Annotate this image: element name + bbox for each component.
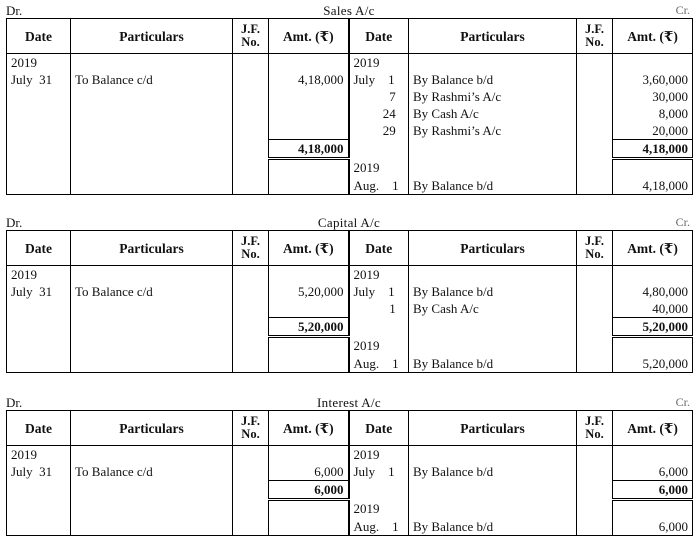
cr-jf-header [577, 411, 613, 446]
cr-jf-header [577, 231, 613, 266]
dr-date-cell [7, 105, 71, 122]
dr-amount-cell [269, 88, 349, 105]
ledger-row [7, 355, 693, 373]
dr-amount-cell [269, 300, 349, 318]
dr-particulars-cell [71, 337, 233, 356]
dr-date-cell [7, 88, 71, 105]
cr-particulars-cell [409, 54, 577, 72]
cr-jf-cell [577, 266, 613, 284]
dr-particulars-cell [71, 300, 233, 318]
cr-particulars-header: Particulars [409, 231, 577, 266]
dr-particulars-cell [71, 481, 233, 500]
dr-amount-cell: 5,20,000 [269, 283, 349, 300]
total-row [7, 140, 693, 159]
cr-amount-cell: 6,000 [613, 463, 693, 481]
cr-jf-cell [577, 500, 613, 519]
cr-amount-cell: 3,60,000 [613, 71, 693, 88]
jf-line1: J.F. [241, 234, 260, 248]
dr-particulars-cell [71, 159, 233, 178]
cr-jf-cell [577, 105, 613, 122]
cr-particulars-cell: By Balance b/d [409, 71, 577, 88]
cr-particulars-header: Particulars [409, 19, 577, 54]
dr-particulars-cell [71, 446, 233, 464]
account-title: Interest A/c [317, 395, 381, 410]
dr-jf-cell [233, 300, 269, 318]
dr-date-cell: 2019 [7, 266, 71, 284]
ledger-header [6, 394, 692, 410]
cr-amount-cell [613, 54, 693, 72]
dr-particulars-cell [71, 318, 233, 337]
dr-date-cell: 2019 [7, 54, 71, 72]
ledger-header [6, 214, 692, 230]
cr-jf-cell [577, 283, 613, 300]
cr-jf-cell [577, 481, 613, 500]
account-title: Sales A/c [323, 3, 375, 18]
dr-date-cell [7, 140, 71, 159]
cr-label: Cr. [675, 395, 690, 409]
cr-date-cell: Aug. 1 [349, 355, 409, 373]
jf-line2: No. [241, 35, 260, 49]
cr-date-header: Date [349, 19, 409, 54]
cr-jf-header [577, 19, 613, 54]
dr-date-header: Date [7, 231, 71, 266]
ledger-row [7, 177, 693, 195]
cr-amount-header: Amt. (₹) [613, 411, 693, 446]
header-row [7, 411, 693, 446]
cr-date-cell: 7 [349, 88, 409, 105]
dr-particulars-cell [71, 140, 233, 159]
dr-date-cell: July 31 [7, 283, 71, 300]
ledger-row [7, 283, 693, 300]
dr-amount-cell [269, 337, 349, 356]
cr-date-cell: 29 [349, 122, 409, 140]
cr-particulars-cell: By Rashmi’s A/c [409, 122, 577, 140]
dr-jf-cell [233, 159, 269, 178]
dr-particulars-cell [71, 122, 233, 140]
cr-amount-cell: 4,18,000 [613, 140, 693, 159]
account-title: Capital A/c [317, 215, 381, 230]
dr-jf-cell [233, 481, 269, 500]
cr-label: Cr. [675, 3, 690, 17]
header-row [7, 231, 693, 266]
cr-particulars-cell [409, 318, 577, 337]
cr-date-cell: 2019 [349, 159, 409, 178]
ledger-row [7, 446, 693, 464]
dr-amount-cell [269, 177, 349, 195]
dr-amount-cell [269, 54, 349, 72]
dr-amount-cell [269, 355, 349, 373]
cr-particulars-cell: By Balance b/d [409, 355, 577, 373]
cr-date-cell [349, 318, 409, 337]
dr-particulars-cell [71, 177, 233, 195]
dr-amount-header: Amt. (₹) [269, 411, 349, 446]
ledger-row [7, 88, 693, 105]
cr-amount-cell: 8,000 [613, 105, 693, 122]
dr-date-header: Date [7, 411, 71, 446]
cr-date-cell: July 1 [349, 463, 409, 481]
dr-date-cell: 2019 [7, 446, 71, 464]
jf-line2: No. [241, 427, 260, 441]
cr-amount-header: Amt. (₹) [613, 231, 693, 266]
total-row [7, 318, 693, 337]
ledger-row [7, 463, 693, 481]
dr-amount-header: Amt. (₹) [269, 231, 349, 266]
dr-amount-cell [269, 500, 349, 519]
cr-particulars-cell [409, 140, 577, 159]
dr-jf-cell [233, 283, 269, 300]
dr-particulars-header: Particulars [71, 231, 233, 266]
ledger-row [7, 500, 693, 519]
dr-date-cell [7, 300, 71, 318]
ledger-table [6, 410, 693, 536]
ledger-row [7, 300, 693, 318]
cr-jf-cell [577, 463, 613, 481]
ledger-row [7, 518, 693, 536]
cr-jf-cell [577, 318, 613, 337]
cr-label: Cr. [675, 215, 690, 229]
cr-amount-cell [613, 337, 693, 356]
cr-particulars-cell [409, 500, 577, 519]
dr-jf-cell [233, 105, 269, 122]
cr-jf-cell [577, 446, 613, 464]
cr-particulars-cell: By Balance b/d [409, 283, 577, 300]
dr-particulars-cell [71, 88, 233, 105]
dr-amount-cell [269, 518, 349, 536]
cr-amount-cell: 6,000 [613, 518, 693, 536]
dr-jf-cell [233, 318, 269, 337]
dr-particulars-cell: To Balance c/d [71, 463, 233, 481]
dr-jf-cell [233, 337, 269, 356]
cr-amount-cell [613, 159, 693, 178]
dr-label: Dr. [6, 3, 23, 18]
cr-particulars-cell: By Cash A/c [409, 300, 577, 318]
ledger-row [7, 159, 693, 178]
dr-particulars-cell [71, 355, 233, 373]
ledger-row [7, 337, 693, 356]
dr-jf-cell [233, 177, 269, 195]
jf-line2: No. [241, 247, 260, 261]
jf-line2: No. [585, 427, 604, 441]
dr-amount-header: Amt. (₹) [269, 19, 349, 54]
cr-particulars-cell [409, 446, 577, 464]
dr-jf-cell [233, 71, 269, 88]
dr-jf-cell [233, 140, 269, 159]
jf-line1: J.F. [585, 22, 604, 36]
cr-date-cell: 2019 [349, 446, 409, 464]
cr-particulars-cell: By Cash A/c [409, 105, 577, 122]
dr-particulars-cell: To Balance c/d [71, 71, 233, 88]
cr-amount-cell [613, 446, 693, 464]
jf-line1: J.F. [241, 414, 260, 428]
jf-line1: J.F. [585, 234, 604, 248]
ledger-row [7, 54, 693, 72]
cr-date-cell: 24 [349, 105, 409, 122]
cr-jf-cell [577, 140, 613, 159]
dr-date-cell [7, 337, 71, 356]
dr-particulars-cell [71, 500, 233, 519]
dr-amount-cell [269, 159, 349, 178]
dr-amount-cell: 6,000 [269, 481, 349, 500]
cr-jf-cell [577, 159, 613, 178]
dr-amount-cell [269, 122, 349, 140]
cr-particulars-cell [409, 266, 577, 284]
jf-line2: No. [585, 35, 604, 49]
dr-jf-header [233, 19, 269, 54]
jf-line1: J.F. [241, 22, 260, 36]
dr-amount-cell [269, 266, 349, 284]
dr-amount-cell [269, 105, 349, 122]
cr-amount-cell [613, 266, 693, 284]
cr-date-cell: Aug. 1 [349, 177, 409, 195]
ledger-row [7, 105, 693, 122]
jf-line1: J.F. [585, 414, 604, 428]
dr-amount-cell: 6,000 [269, 463, 349, 481]
cr-amount-cell: 5,20,000 [613, 318, 693, 337]
ledger-header [6, 2, 692, 18]
dr-date-cell [7, 159, 71, 178]
cr-jf-cell [577, 355, 613, 373]
dr-amount-cell [269, 446, 349, 464]
dr-jf-cell [233, 266, 269, 284]
cr-date-cell: July 1 [349, 71, 409, 88]
dr-jf-cell [233, 88, 269, 105]
total-row [7, 481, 693, 500]
cr-particulars-cell: By Balance b/d [409, 177, 577, 195]
ledger-table [6, 230, 693, 373]
dr-particulars-cell [71, 266, 233, 284]
cr-particulars-cell [409, 337, 577, 356]
cr-jf-cell [577, 122, 613, 140]
dr-date-cell [7, 122, 71, 140]
cr-particulars-cell: By Balance b/d [409, 518, 577, 536]
ledger-interest [6, 394, 692, 536]
ledger-row [7, 122, 693, 140]
cr-date-cell [349, 140, 409, 159]
cr-date-cell [349, 481, 409, 500]
cr-amount-cell: 40,000 [613, 300, 693, 318]
cr-date-header: Date [349, 411, 409, 446]
dr-jf-cell [233, 463, 269, 481]
cr-date-cell: 2019 [349, 337, 409, 356]
dr-amount-cell: 4,18,000 [269, 140, 349, 159]
dr-label: Dr. [6, 215, 23, 230]
dr-date-header: Date [7, 19, 71, 54]
dr-date-cell [7, 177, 71, 195]
cr-jf-cell [577, 88, 613, 105]
cr-amount-cell: 6,000 [613, 481, 693, 500]
dr-particulars-cell: To Balance c/d [71, 283, 233, 300]
dr-date-cell: July 31 [7, 71, 71, 88]
dr-particulars-cell [71, 105, 233, 122]
ledger-sales [6, 2, 692, 195]
dr-date-cell [7, 355, 71, 373]
ledger-row [7, 266, 693, 284]
cr-particulars-cell: By Balance b/d [409, 463, 577, 481]
cr-jf-cell [577, 337, 613, 356]
cr-amount-cell: 4,80,000 [613, 283, 693, 300]
cr-particulars-header: Particulars [409, 411, 577, 446]
cr-date-cell: July 1 [349, 283, 409, 300]
ledger-table [6, 18, 693, 195]
cr-jf-cell [577, 177, 613, 195]
cr-amount-header: Amt. (₹) [613, 19, 693, 54]
cr-jf-cell [577, 300, 613, 318]
dr-amount-cell: 4,18,000 [269, 71, 349, 88]
dr-jf-header [233, 231, 269, 266]
dr-jf-cell [233, 122, 269, 140]
dr-particulars-cell [71, 518, 233, 536]
cr-date-cell: Aug. 1 [349, 518, 409, 536]
cr-amount-cell: 20,000 [613, 122, 693, 140]
cr-amount-cell: 5,20,000 [613, 355, 693, 373]
cr-jf-cell [577, 54, 613, 72]
dr-jf-cell [233, 355, 269, 373]
dr-amount-cell: 5,20,000 [269, 318, 349, 337]
dr-jf-cell [233, 54, 269, 72]
dr-jf-header [233, 411, 269, 446]
ledger-row [7, 71, 693, 88]
cr-jf-cell [577, 518, 613, 536]
cr-amount-cell: 4,18,000 [613, 177, 693, 195]
cr-particulars-cell: By Rashmi’s A/c [409, 88, 577, 105]
dr-jf-cell [233, 518, 269, 536]
cr-date-header: Date [349, 231, 409, 266]
dr-date-cell: July 31 [7, 463, 71, 481]
dr-date-cell [7, 481, 71, 500]
cr-amount-cell: 30,000 [613, 88, 693, 105]
jf-line2: No. [585, 247, 604, 261]
cr-date-cell: 2019 [349, 500, 409, 519]
dr-jf-cell [233, 500, 269, 519]
dr-particulars-header: Particulars [71, 411, 233, 446]
cr-date-cell: 2019 [349, 266, 409, 284]
ledger-capital [6, 214, 692, 373]
cr-jf-cell [577, 71, 613, 88]
dr-label: Dr. [6, 395, 23, 410]
dr-date-cell [7, 318, 71, 337]
cr-amount-cell [613, 500, 693, 519]
cr-date-cell: 2019 [349, 54, 409, 72]
dr-date-cell [7, 518, 71, 536]
header-row [7, 19, 693, 54]
dr-particulars-header: Particulars [71, 19, 233, 54]
cr-particulars-cell [409, 481, 577, 500]
dr-date-cell [7, 500, 71, 519]
dr-jf-cell [233, 446, 269, 464]
cr-date-cell: 1 [349, 300, 409, 318]
dr-particulars-cell [71, 54, 233, 72]
cr-particulars-cell [409, 159, 577, 178]
